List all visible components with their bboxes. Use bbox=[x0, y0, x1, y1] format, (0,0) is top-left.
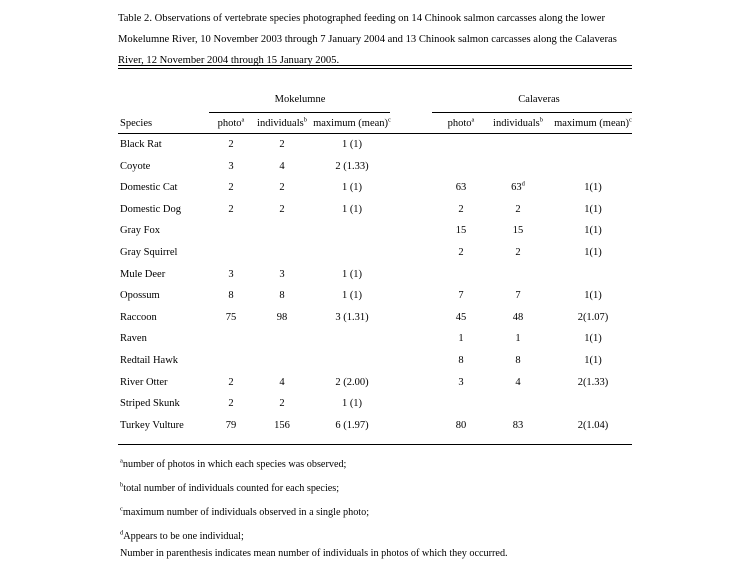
m-photo-cell: 2 bbox=[228, 203, 234, 215]
c-photo-cell: 45 bbox=[455, 311, 467, 323]
species-cell: Black Rat bbox=[120, 139, 162, 150]
c-maximum-cell: 1(1) bbox=[584, 355, 602, 366]
m-maximum-cell: 6 (1.97) bbox=[335, 419, 369, 431]
header-m-maximum: maximum (mean)$^c$ bbox=[313, 116, 391, 129]
c-photo-cell: 15 bbox=[455, 225, 467, 237]
c-photo-cell: 63 bbox=[455, 182, 467, 194]
mokelumne-underline bbox=[209, 112, 390, 113]
c-photo-cell: 8 bbox=[458, 355, 464, 366]
top-rule bbox=[118, 65, 632, 66]
species-cell: Gray Squirrel bbox=[120, 247, 178, 258]
header-m-photo: photo$^a$ bbox=[217, 116, 245, 129]
group-header-mokelumne: Mokelumne bbox=[274, 94, 326, 105]
species-cell: River Otter bbox=[120, 376, 168, 388]
header-m-individuals: individuals$^b$ bbox=[257, 116, 307, 129]
c-individuals-cell: 2 bbox=[515, 203, 521, 215]
c-individuals-cell: 15 bbox=[512, 225, 524, 237]
c-maximum-cell: 2(1.07) bbox=[577, 311, 609, 323]
header-rule bbox=[118, 133, 632, 134]
species-cell: Mule Deer bbox=[120, 268, 166, 280]
m-photo-cell: 79 bbox=[225, 419, 237, 431]
c-maximum-cell: 2(1.04) bbox=[577, 419, 609, 431]
c-individuals-cell: 8 bbox=[515, 355, 521, 366]
species-cell: Redtail Hawk bbox=[120, 355, 179, 366]
top-rule-double bbox=[118, 68, 632, 69]
m-photo-cell: 2 bbox=[228, 398, 234, 410]
c-maximum-cell: 1(1) bbox=[584, 182, 602, 194]
m-individuals-cell: 8 bbox=[279, 290, 285, 302]
footnote: Number in parenthesis indicates mean number of individuals in photos of which they occurred. bbox=[120, 548, 508, 559]
footnote: $^b$total number of individuals counted for each species; bbox=[120, 481, 340, 494]
m-photo-cell: 2 bbox=[228, 182, 234, 194]
header-c-maximum: maximum (mean)$^c$ bbox=[554, 116, 632, 129]
caption-line: River, 12 November 2004 through 15 January 2005. bbox=[118, 55, 340, 66]
m-photo-cell: 8 bbox=[228, 290, 234, 302]
table-caption bbox=[118, 8, 638, 71]
m-photo-cell: 2 bbox=[228, 376, 234, 388]
caption-line: Mokelumne River, 10 November 2003 through 7 January 2004 and 13 Chinook salmon carcasses along the Calaveras bbox=[118, 34, 617, 45]
c-individuals-cell: 4 bbox=[515, 376, 521, 388]
m-maximum-cell: 1 (1) bbox=[341, 290, 363, 302]
species-cell: Domestic Dog bbox=[120, 203, 181, 215]
m-individuals-cell: 2 bbox=[279, 398, 285, 410]
species-cell: Gray Fox bbox=[120, 225, 160, 237]
m-maximum-cell: 2 (2.00) bbox=[335, 376, 369, 388]
m-maximum-cell: 1 (1) bbox=[341, 203, 363, 215]
m-photo-cell: 3 bbox=[228, 268, 234, 280]
footnote: $^a$number of photos in which each species was observed; bbox=[120, 457, 347, 470]
m-photo-cell: 75 bbox=[225, 311, 237, 323]
species-cell: Coyote bbox=[120, 160, 151, 172]
m-maximum-cell: 3 (1.31) bbox=[335, 311, 369, 323]
m-maximum-cell: 1 (1) bbox=[341, 268, 363, 280]
m-maximum-cell: 1 (1) bbox=[341, 139, 363, 150]
m-photo-cell: 2 bbox=[228, 139, 234, 150]
m-individuals-cell: 156 bbox=[274, 419, 290, 431]
c-maximum-cell: 1(1) bbox=[584, 290, 602, 302]
m-individuals-cell: 4 bbox=[279, 376, 285, 388]
species-cell: Raccoon bbox=[120, 311, 157, 323]
species-cell: Opossum bbox=[120, 290, 160, 302]
c-photo-cell: 2 bbox=[458, 247, 464, 258]
header-c-individuals: individuals$^b$ bbox=[493, 116, 543, 129]
c-maximum-cell: 1(1) bbox=[584, 225, 602, 237]
footnote: $^d$Appears to be one individual; bbox=[120, 529, 244, 542]
species-cell: Turkey Vulture bbox=[120, 419, 184, 431]
bottom-rule bbox=[118, 444, 632, 445]
c-individuals-cell: 63$^d$ bbox=[511, 180, 525, 194]
c-photo-cell: 1 bbox=[458, 333, 464, 345]
species-cell: Striped Skunk bbox=[120, 398, 180, 410]
m-individuals-cell: 2 bbox=[279, 139, 285, 150]
m-photo-cell: 3 bbox=[228, 160, 234, 172]
c-maximum-cell: 1(1) bbox=[584, 333, 602, 345]
m-individuals-cell: 2 bbox=[279, 182, 285, 194]
c-photo-cell: 2 bbox=[458, 203, 464, 215]
species-cell: Raven bbox=[120, 333, 147, 345]
m-maximum-cell: 1 (1) bbox=[341, 182, 363, 194]
c-individuals-cell: 1 bbox=[515, 333, 521, 345]
c-maximum-cell: 1(1) bbox=[584, 247, 602, 258]
m-maximum-cell: 1 (1) bbox=[341, 398, 363, 410]
calaveras-underline bbox=[432, 112, 632, 113]
c-individuals-cell: 7 bbox=[515, 290, 521, 302]
c-photo-cell: 80 bbox=[455, 419, 467, 431]
c-photo-cell: 7 bbox=[458, 290, 464, 302]
species-cell: Domestic Cat bbox=[120, 182, 178, 194]
m-individuals-cell: 3 bbox=[279, 268, 285, 280]
m-individuals-cell: 98 bbox=[276, 311, 288, 323]
caption-line: Table 2. Observations of vertebrate species photographed feeding on 14 Chinook salmon carcasses along the lower bbox=[118, 13, 606, 24]
c-individuals-cell: 83 bbox=[512, 419, 524, 431]
group-header-calaveras: Calaveras bbox=[518, 94, 560, 105]
c-maximum-cell: 1(1) bbox=[584, 203, 602, 215]
m-maximum-cell: 2 (1.33) bbox=[335, 160, 369, 172]
header-c-photo: photo$^a$ bbox=[447, 116, 475, 129]
footnote: $^c$maximum number of individuals observed in a single photo; bbox=[120, 505, 370, 518]
c-individuals-cell: 2 bbox=[515, 247, 521, 258]
c-individuals-cell: 48 bbox=[512, 311, 524, 323]
m-individuals-cell: 4 bbox=[279, 160, 285, 172]
m-individuals-cell: 2 bbox=[279, 203, 285, 215]
c-photo-cell: 3 bbox=[458, 376, 464, 388]
header-species: Species bbox=[120, 118, 153, 129]
c-maximum-cell: 2(1.33) bbox=[577, 376, 609, 388]
